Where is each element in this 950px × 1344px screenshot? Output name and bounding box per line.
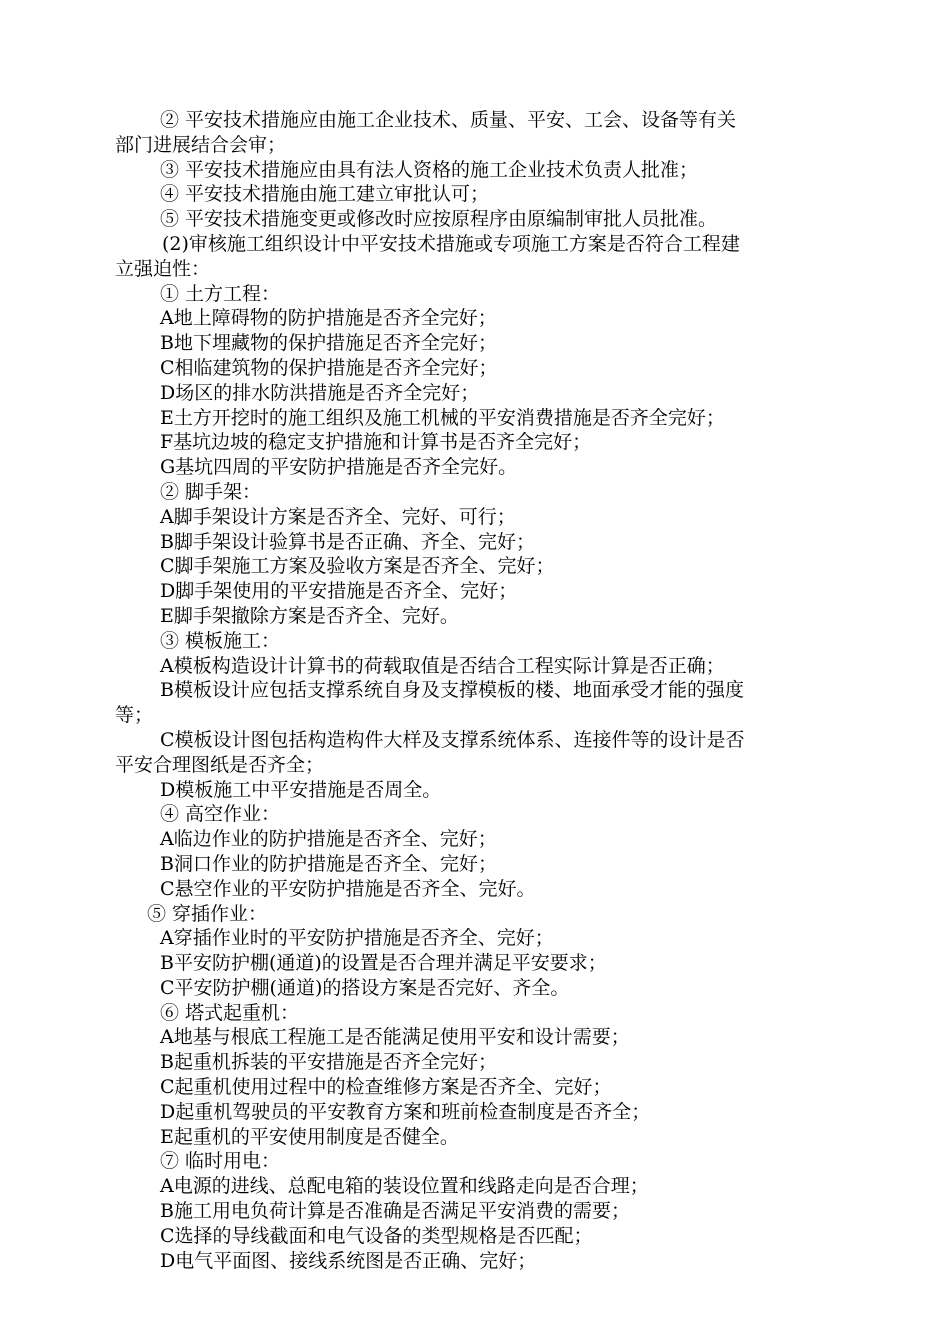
- text-line: C脚手架施工方案及验收方案是否齐全、完好；: [160, 555, 555, 578]
- text-line: B地下埋藏物的保护措施足否齐全完好；: [160, 332, 497, 355]
- text-line: C起重机使用过程中的检查维修方案是否齐全、完好；: [160, 1076, 612, 1099]
- text-line: A模板构造设计计算书的荷载取值是否结合工程实际计算是否正确；: [160, 654, 725, 677]
- text-line: ① 土方工程：: [160, 282, 281, 305]
- document-body: [115, 108, 853, 1273]
- text-line: ⑥ 塔式起重机：: [160, 1001, 300, 1024]
- text-line: B施工用电负荷计算是否准确是否满足平安消费的需要；: [160, 1200, 630, 1223]
- text-line: B起重机拆装的平安措施是否齐全完好；: [160, 1051, 497, 1074]
- text-line: A临边作业的防护措施是否齐全、完好；: [160, 828, 497, 851]
- text-line: B洞口作业的防护措施是否齐全、完好；: [160, 852, 497, 875]
- text-line: C悬空作业的平安防护措施是否齐全、完好。: [160, 877, 536, 900]
- text-line: B模板设计应包括支撑系统自身及支撑模板的楼、地面承受才能的强度: [160, 679, 744, 702]
- text-line: G基坑四周的平安防护措施是否齐全完好。: [160, 456, 518, 479]
- text-line: B平安防护棚(通道)的设置是否合理并满足平安要求；: [160, 952, 607, 975]
- text-line: E起重机的平安使用制度是否健全。: [160, 1125, 459, 1148]
- text-line: D场区的排水防洪措施是否齐全完好；: [160, 381, 480, 404]
- text-line: 等；: [115, 704, 154, 727]
- text-line: D模板施工中平安措施是否周全。: [160, 778, 442, 801]
- text-line: 立强迫性：: [115, 257, 211, 280]
- text-line: A脚手架设计方案是否齐全、完好、可行；: [160, 505, 516, 528]
- text-line: ④ 平安技术措施由施工建立审批认可；: [160, 183, 490, 206]
- text-line: 部门进展结合会审；: [115, 133, 287, 156]
- text-line: D起重机驾驶员的平安教育方案和班前检查制度是否齐全；: [160, 1100, 651, 1123]
- text-line: ④ 高空作业：: [160, 803, 281, 826]
- text-line: ⑤ 平安技术措施变更或修改时应按原程序由原编制审批人员批准。: [160, 208, 718, 231]
- text-line: A电源的进线、总配电箱的装设位置和线路走向是否合理；: [160, 1175, 649, 1198]
- text-line: E脚手架撤除方案是否齐全、完好。: [160, 604, 459, 627]
- text-line: ⑦ 临时用电：: [160, 1150, 281, 1173]
- text-line: A地基与根底工程施工是否能满足使用平安和设计需要；: [160, 1026, 630, 1049]
- text-line: (2)审核施工组织设计中平安技术措施或专项施工方案是否符合工程建: [162, 232, 740, 255]
- text-line: A地上障碍物的防护措施是否齐全完好；: [160, 307, 497, 330]
- text-line: A穿插作业时的平安防护措施是否齐全、完好；: [160, 927, 554, 950]
- text-line: C选择的导线截面和电气设备的类型规格是否匹配；: [160, 1224, 593, 1247]
- text-line: ⑤ 穿插作业：: [147, 902, 268, 925]
- text-line: F基坑边坡的稳定支护措施和计算书是否齐全完好；: [160, 431, 592, 454]
- text-line: C模板设计图包括构造构件大样及支撑系统体系、连接件等的设计是否: [160, 728, 745, 751]
- text-line: B脚手架设计验算书是否正确、齐全、完好；: [160, 530, 535, 553]
- text-line: D电气平面图、接线系统图是否正确、完好；: [160, 1249, 537, 1272]
- text-line: D脚手架使用的平安措施是否齐全、完好；: [160, 580, 518, 603]
- text-line: C相临建筑物的保护措施是否齐全完好；: [160, 356, 498, 379]
- text-line: E土方开挖时的施工组织及施工机械的平安消费措施是否齐全完好；: [160, 406, 725, 429]
- text-line: ③ 模板施工：: [160, 629, 281, 652]
- text-line: 平安合理图纸是否齐全；: [115, 753, 325, 776]
- text-line: ② 平安技术措施应由施工企业技术、质量、平安、工会、设备等有关: [160, 109, 737, 131]
- text-line: C平安防护棚(通道)的搭设方案是否完好、齐全。: [160, 976, 570, 999]
- text-line: ③ 平安技术措施应由具有法人资格的施工企业技术负责人批准；: [160, 158, 699, 181]
- text-line: ② 脚手架：: [160, 480, 262, 503]
